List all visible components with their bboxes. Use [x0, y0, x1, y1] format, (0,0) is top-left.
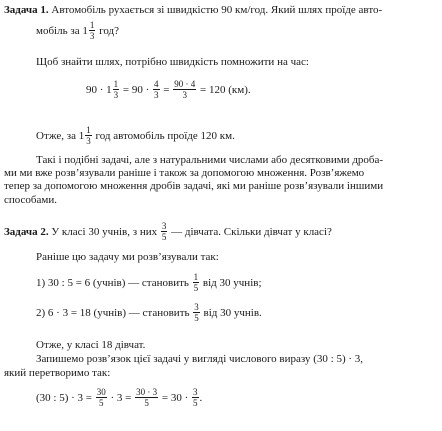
fraction-numerator: 3 — [193, 387, 198, 397]
answer-text: Отже, за — [36, 129, 76, 142]
fraction — [113, 79, 120, 100]
formula-part: = — [163, 83, 170, 96]
mixed-whole: 1 — [78, 129, 85, 142]
paragraph-line: який перетворимо так: — [4, 367, 111, 379]
fraction-denominator: 3 — [86, 136, 91, 146]
task1-statement-line1 — [4, 3, 382, 17]
paragraph-line: Такі і подібні задачі, але з натуральними числами або десятковими дроба- — [36, 154, 384, 166]
step-text: 2) 6 · 3 = 18 (учнів) — становить — [36, 306, 190, 319]
fraction-denominator: 3 — [154, 90, 159, 100]
task2-statement — [4, 221, 332, 242]
fraction-numerator: 3 — [161, 221, 167, 231]
fraction — [89, 20, 96, 41]
formula-part: = 30 · — [161, 391, 189, 404]
fraction-numerator: 1 — [193, 272, 199, 282]
task2-statement-text: — дівчата. Скільки дівчат у класі? — [171, 225, 332, 238]
paragraph-line: тепер за допомогою множення дробів задачі, які ми раніше розв’язували іншими — [4, 180, 384, 192]
task1-hint: Щоб знайти шлях, потрібно швидкість помножити на час: — [36, 56, 309, 68]
task1-statement-text3: год? — [99, 24, 120, 37]
fraction-denominator: 3 — [113, 90, 119, 100]
fraction-numerator: 1 — [89, 20, 95, 30]
formula-part: = 90 · — [122, 83, 150, 96]
fraction — [193, 272, 200, 293]
formula-part: . — [199, 391, 203, 404]
formula-part: 90 · — [86, 83, 104, 96]
task1-formula — [86, 79, 251, 100]
task2-label: Задача 2. — [4, 225, 49, 238]
fraction-denominator: 5 — [193, 283, 199, 293]
fraction-denominator: 5 — [194, 313, 199, 323]
task2-formula — [36, 387, 202, 408]
paragraph-line: Запишемо розв’язок цієї задачі у вигляді числового виразу (30 : 5) · 3, — [36, 353, 364, 365]
mixed-whole: 1 — [82, 24, 88, 37]
task2-intro: Раніше цю задачу ми розв’язували так: — [36, 251, 219, 263]
step-text: від 30 учнів; — [202, 276, 262, 289]
fraction-numerator: 3 — [194, 302, 199, 312]
fraction-numerator: 1 — [86, 125, 91, 135]
mixed-whole: 1 — [106, 83, 112, 96]
fraction-numerator: 30 — [96, 387, 106, 397]
fraction — [96, 387, 107, 408]
answer-text: год автомобіль проїде 120 км. — [95, 129, 235, 142]
paragraph-line: способами. — [4, 194, 58, 206]
task1-answer — [36, 125, 235, 146]
task1-label: Задача 1. — [4, 4, 49, 16]
task1-statement-text: Автомобіль рухається зі швидкістю 90 км/год. Який шлях проїде авто- — [51, 4, 383, 16]
formula-part: · 3 = — [110, 391, 132, 404]
fraction — [153, 79, 160, 100]
task1-statement-line2 — [36, 20, 119, 41]
fraction-numerator: 30 · 3 — [136, 387, 158, 397]
step-text: від 30 учнів. — [203, 306, 262, 319]
fraction-numerator: 1 — [113, 79, 119, 89]
task1-statement-text2: мобіль за — [36, 24, 80, 37]
fraction-denominator: 5 — [161, 232, 167, 242]
step-text: 1) 30 : 5 = 6 (учнів) — становить — [36, 276, 189, 289]
fraction-numerator: 4 — [154, 79, 159, 89]
fraction-denominator: 5 — [144, 398, 149, 408]
task2-statement-text: У класі 30 учнів, з них — [51, 225, 158, 238]
fraction-denominator: 3 — [89, 31, 95, 41]
formula-result: = 120 (км). — [200, 83, 251, 96]
paragraph-line: ми ми вже розв’язували раніше і також за допомогою множення. Розв’яжемо — [4, 167, 365, 179]
formula-part: (30 : 5) · 3 = — [36, 391, 92, 404]
fraction — [85, 125, 92, 146]
fraction-denominator: 3 — [182, 90, 188, 100]
fraction-numerator: 90 · 4 — [174, 79, 196, 89]
fraction-denominator: 5 — [193, 398, 198, 408]
fraction — [135, 387, 158, 408]
task2-answer: Отже, у класі 18 дівчат. — [36, 339, 146, 351]
fraction — [193, 302, 200, 323]
fraction — [192, 387, 199, 408]
fraction — [161, 221, 168, 242]
fraction — [173, 79, 196, 100]
task2-step1 — [36, 272, 262, 293]
fraction-denominator: 5 — [99, 398, 104, 408]
task2-step2 — [36, 302, 262, 323]
